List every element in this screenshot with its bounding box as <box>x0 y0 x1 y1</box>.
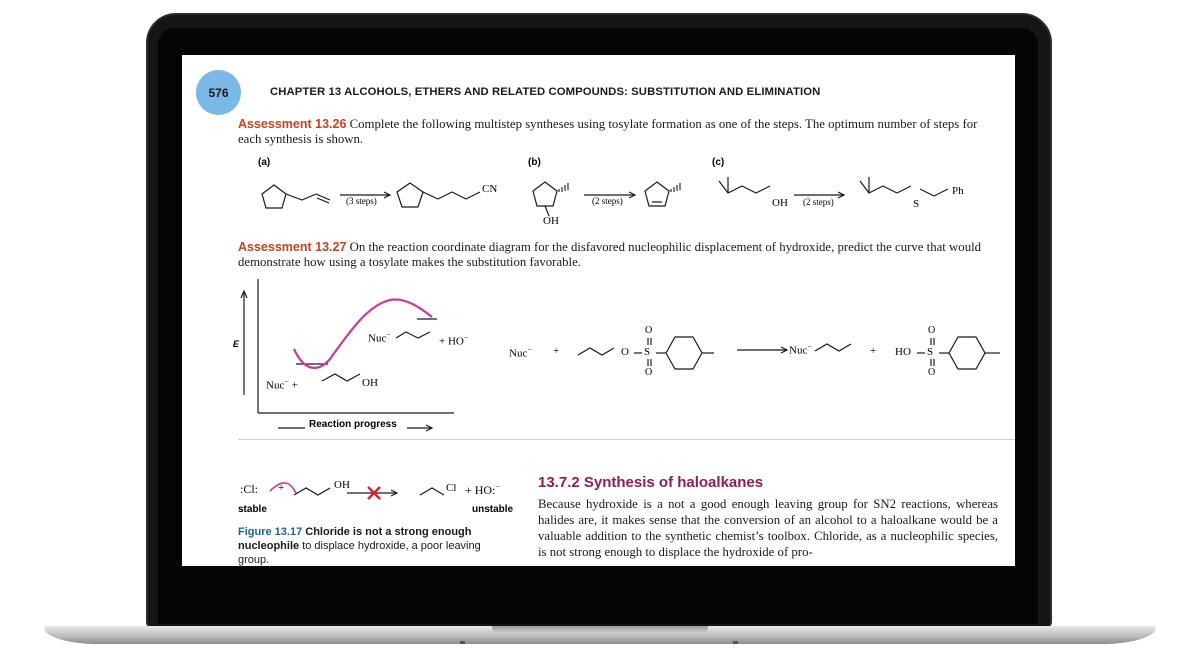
eq-ho-label: HO <box>895 346 911 358</box>
hydroxide-label: + HO:− <box>465 482 500 497</box>
oh-b-label: OH <box>543 215 559 227</box>
cn-label: CN <box>482 183 498 195</box>
page-number: 576 <box>208 85 229 100</box>
figure-label: Figure 13.17 <box>238 526 303 538</box>
eq-o2-top: O <box>928 325 936 336</box>
section-body-text: Because hydroxide is a not a good enough leaving group for SN2 reactions, whereas halides are, it makes sense that the conversion of an alcohol to a haloalkane would be a valuable addition to the synthetic chemist’s toolbox. Chloride, as a nucleophilic species, is not strong enough to displace the hydroxide of pro- <box>538 497 998 559</box>
part-a-label: (a) <box>258 157 271 168</box>
eq-plus-2: + <box>870 345 877 357</box>
eq-nuc-label: Nuc− <box>509 345 532 360</box>
ph-label: Ph <box>952 185 964 197</box>
hashed-wedge-b <box>559 183 680 192</box>
laptop-foot-left <box>460 641 465 644</box>
fig-oh-label: OH <box>334 479 350 491</box>
ethanol-chain <box>294 488 330 495</box>
eq-nuc-product: Nuc− <box>789 342 812 357</box>
benzene-ring-1 <box>666 337 702 369</box>
nitrile-chain <box>423 192 480 199</box>
steps-b-label: (2 steps) <box>592 196 623 206</box>
fig-cl-label: Cl <box>446 482 457 494</box>
assessment-text: On the reaction coordinate diagram for the disfavored nucleophilic displacement of hydroxide, predict the curve that would demonstrate how using a tosylate makes the substitution favorable. <box>238 240 982 269</box>
figure-caption-text: to displace hydroxide, a poor leaving group. <box>238 540 481 566</box>
products-nuc-label: Nuc− <box>368 330 391 345</box>
allyl-chain-a <box>286 194 316 200</box>
fig-plus: + <box>278 482 285 494</box>
part-c-label: (c) <box>712 157 725 168</box>
assessment-text: Complete the following multistep syntheses using tosylate formation as one of the steps. The optimum number of steps for each synthesis is shown. <box>238 117 978 146</box>
chapter-header: CHAPTER 13 ALCOHOLS, ETHERS AND RELATED COMPOUNDS: SUBSTITUTION AND ELIMINATION <box>270 86 821 98</box>
products-ho-label: + HO− <box>439 333 469 348</box>
part-b-label: (b) <box>528 157 541 168</box>
reactants-oh-label: OH <box>362 377 378 389</box>
propyl-chain <box>578 348 614 355</box>
chloride-label: :Cl: <box>240 482 259 496</box>
steps-a-label: (3 steps) <box>346 196 377 206</box>
product-chain <box>815 344 851 351</box>
products-chain <box>396 332 430 338</box>
eq-o2-bottom: O <box>928 367 936 378</box>
laptop-foot-right <box>733 641 738 644</box>
figure-13-17-caption <box>238 525 498 566</box>
eq-s-label: S <box>644 346 651 358</box>
eq-o-top: O <box>645 325 653 336</box>
energy-curve <box>294 300 432 368</box>
energy-axis-label: E <box>233 339 240 349</box>
assessment-13-27 <box>238 240 986 270</box>
cyclopentane-ring-a <box>262 185 286 208</box>
cyclopentanol-ring <box>533 182 557 206</box>
eq-o-label: O <box>621 346 629 358</box>
chloroethane-chain <box>420 488 444 495</box>
benzene-ring-2 <box>949 337 985 369</box>
figure-title: Chloride is not a strong enough nucleophile <box>238 526 472 552</box>
cyclopentane-ring-a-product <box>397 183 423 207</box>
eq-s2-label: S <box>927 346 934 358</box>
reaction-coordinate-diagram <box>241 279 454 431</box>
textbook-page <box>182 55 1015 566</box>
laptop-hinge-notch <box>492 626 708 633</box>
stable-label: stable <box>238 504 267 515</box>
alcohol-chain-c <box>719 181 770 193</box>
steps-c-label: (2 steps) <box>803 197 834 207</box>
thioether-chain <box>860 181 911 193</box>
reaction-progress-label: Reaction progress <box>309 419 397 430</box>
eq-plus-1: + <box>553 345 560 357</box>
reactant-chain <box>322 374 360 381</box>
reactants-nuc-label: Nuc− + <box>266 377 298 392</box>
assessment-label: Assessment 13.26 <box>238 117 347 131</box>
s-label: S <box>913 198 920 210</box>
unstable-label: unstable <box>472 504 514 515</box>
assessment-label: Assessment 13.27 <box>238 240 347 254</box>
section-title: 13.7.2 Synthesis of haloalkanes <box>538 474 764 491</box>
eq-o-bottom: O <box>645 367 653 378</box>
oh-c-label: OH <box>772 197 788 209</box>
